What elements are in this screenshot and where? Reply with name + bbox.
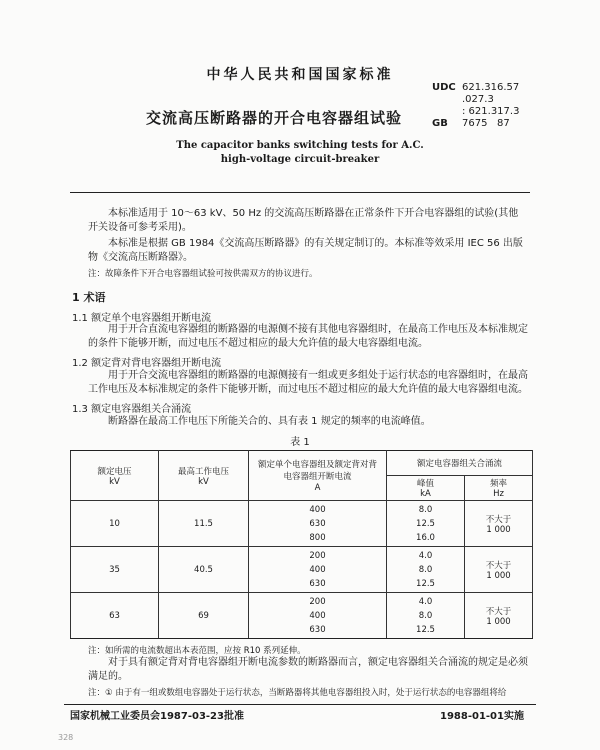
udc-line-1: 621.316.57 [462, 82, 520, 93]
after-table-paragraph: 对于具有额定背对背电容器组开断电流参数的断路器而言，额定电容器组关合涌流的规定是必须满足的。 [88, 657, 528, 682]
title-english-line-1: The capacitor banks switching tests for A.C. [176, 140, 424, 151]
udc-block [432, 82, 519, 130]
gb-label: GB [432, 118, 448, 129]
udc-line-3: : 621.317.3 [462, 106, 520, 117]
max-voltage-cell: 11.5 [159, 501, 249, 547]
rated-voltage-cell: 63 [71, 593, 159, 639]
table-1 [70, 450, 533, 639]
header-inrush-current: 额定电容器组关合涌流 [387, 451, 533, 476]
rated-voltage-cell: 35 [71, 547, 159, 593]
section-1-2-body: 用于开合交流电容器组的断路器的电源侧接有一组或更多组处于运行状态的电容器组时，在最高工作电压及本标准规定的条件下能够开断，而过电压不超过相应的最大允许值的最大电容器组电流。 [88, 370, 528, 395]
peak-cell: 4.0 8.0 12.5 [387, 593, 465, 639]
title-english-line-2: high-voltage circuit-breaker [220, 154, 380, 165]
section-1-1-body: 用于开合直流电容器组的断路器的电源侧不接有其他电容器组时，在最高工作电压及本标准规定的条件下能够开断，而过电压不超过相应的最大允许值的最大电容器组电流。 [88, 324, 528, 349]
standard-title: 中华人民共和国国家标准 [206, 67, 394, 83]
intro-note: 注：故障条件下开合电容器组试验可按供需双方的协议进行。 [88, 269, 318, 279]
breaking-current-cell: 200 400 630 [249, 593, 387, 639]
frequency-cell: 不大于 1 000 [465, 547, 533, 593]
rated-voltage-cell: 10 [71, 501, 159, 547]
header-breaking-current: 额定单个电容器组及额定背对背电容器组开断电流 A [249, 451, 387, 501]
table-1-note: 注：如所需的电流数超出本表范围，应按 R10 系列延伸。 [88, 646, 306, 656]
peak-cell: 8.0 12.5 16.0 [387, 501, 465, 547]
table-row [71, 593, 533, 639]
header-frequency: 频率 Hz [465, 476, 533, 501]
frequency-cell: 不大于 1 000 [465, 501, 533, 547]
implementation-date: 1988-01-01实施 [440, 711, 524, 722]
footer-rule [64, 704, 536, 705]
max-voltage-cell: 40.5 [159, 547, 249, 593]
table-row [71, 501, 533, 547]
page-number: 328 [58, 733, 74, 742]
section-1-1-heading: 1.1 额定单个电容器组开断电流 [72, 313, 212, 324]
section-1-heading: 1 术语 [72, 291, 106, 304]
breaking-current-cell: 400 630 800 [249, 501, 387, 547]
section-1-3-heading: 1.3 额定电容器组关合涌流 [72, 404, 192, 415]
gb-number: 7675 87 [462, 118, 510, 129]
header-rule [70, 192, 530, 193]
breaking-current-cell: 200 400 630 [249, 547, 387, 593]
header-rated-voltage: 额定电压 kV [71, 451, 159, 501]
udc-label: UDC [432, 82, 456, 93]
section-1-3-body: 断路器在最高工作电压下所能关合的、具有表 1 规定的频率的电流峰值。 [108, 416, 431, 427]
intro-paragraph-1: 本标准适用于 10～63 kV、50 Hz 的交流高压断路器在正常条件下开合电容器组的试验(其他开关设备可参考采用)。 [88, 208, 519, 233]
header-max-voltage: 最高工作电压 kV [159, 451, 249, 501]
approval-date: 国家机械工业委员会1987-03-23批准 [70, 711, 244, 722]
title-chinese: 交流高压断路器的开合电容器组试验 [146, 109, 403, 127]
intro-paragraph-2: 本标准是根据 GB 1984《交流高压断路器》的有关规定制订的。本标准等效采用 IEC 56 出版物《交流高压断路器》。 [88, 238, 523, 263]
section-1-2-heading: 1.2 额定背对背电容器组开断电流 [72, 358, 222, 369]
udc-line-2: .027.3 [462, 94, 494, 105]
header-peak: 峰值 kA [387, 476, 465, 501]
max-voltage-cell: 69 [159, 593, 249, 639]
peak-cell: 4.0 8.0 12.5 [387, 547, 465, 593]
frequency-cell: 不大于 1 000 [465, 593, 533, 639]
table-row [71, 547, 533, 593]
table-1-caption: 表 1 [290, 437, 310, 448]
after-table-note: 注：① 由于有一组或数组电容器处于运行状态，当断路器将其他电容器组投入时，处于运行状态的电容器组将给 [88, 688, 507, 698]
